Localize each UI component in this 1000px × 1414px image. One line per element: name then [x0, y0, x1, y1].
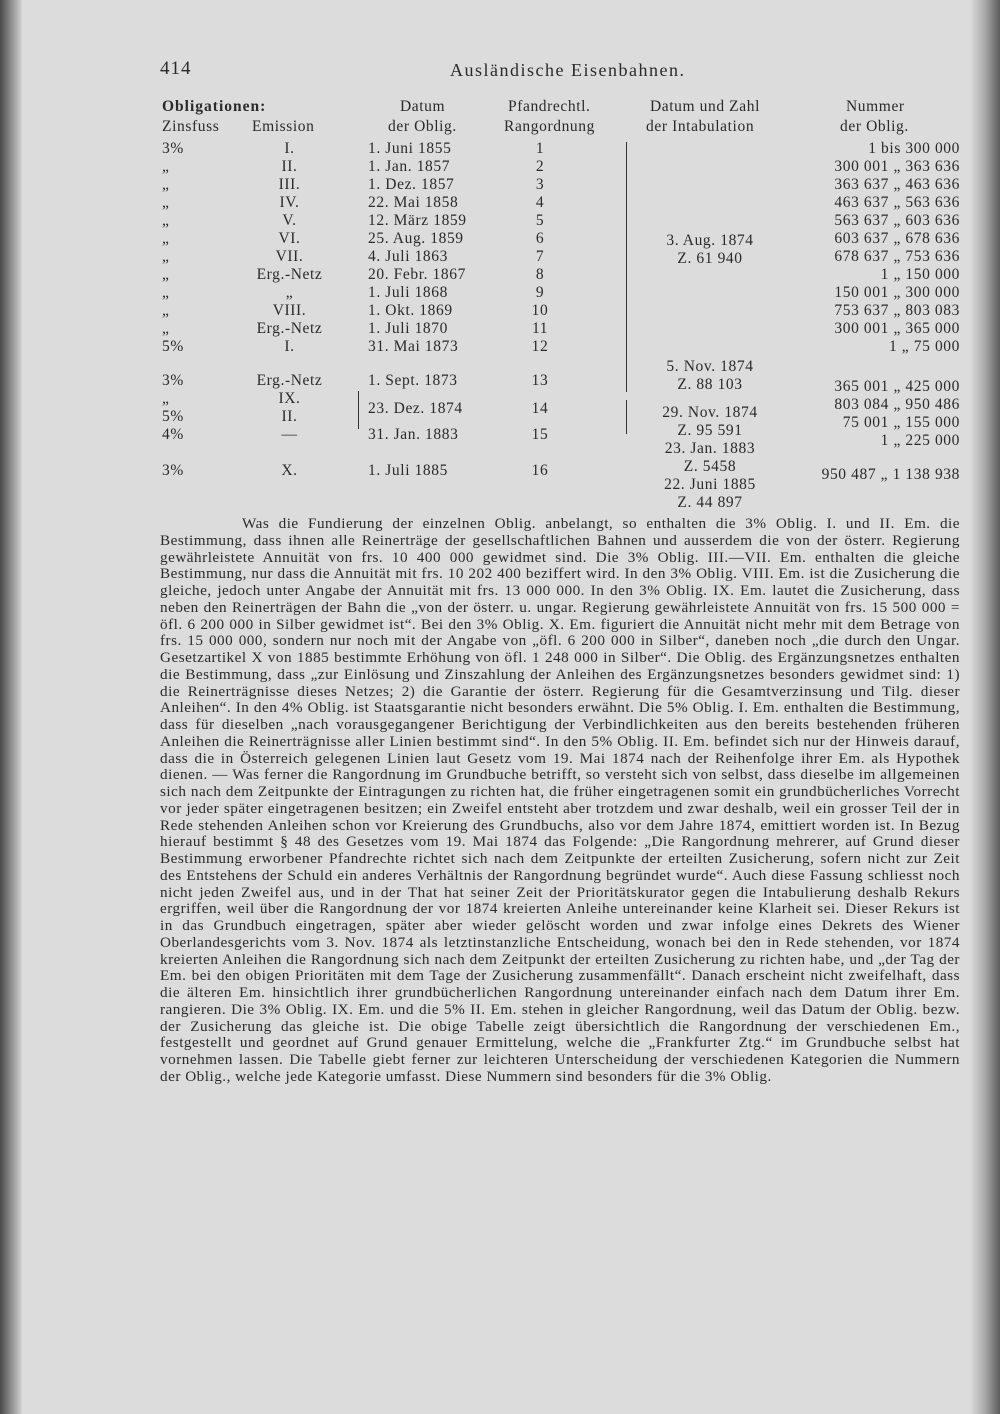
page [160, 46, 960, 1386]
cell-rang: 15 [531, 426, 549, 443]
cell-emission: Erg.-Netz [256, 266, 323, 283]
cell-rang: 4 [535, 194, 545, 211]
intabulation-date: 23. Jan. 1883 [664, 440, 756, 457]
cell-nummer: 678 637 „ 753 636 [834, 248, 960, 265]
cell-zinsfuss: 4% [162, 426, 184, 443]
cell-nummer: 950 487 „ 1 138 938 [821, 466, 960, 483]
cell-rang: 1 [535, 140, 545, 157]
brace-intabulation-3 [626, 400, 635, 434]
cell-nummer: 563 637 „ 603 636 [834, 212, 960, 229]
cell-zinsfuss: „ [162, 158, 170, 175]
brace-intabulation-1 [626, 142, 635, 356]
cell-rang: 7 [535, 248, 545, 265]
cell-emission: — [281, 426, 298, 443]
cell-emission: X. [281, 462, 298, 479]
intabulation-date: 29. Nov. 1874 [662, 404, 758, 421]
header-intabulation-line1: Datum und Zahl [650, 98, 760, 115]
cell-rang: 6 [535, 230, 545, 247]
cell-datum: 1. Okt. 1869 [368, 302, 453, 319]
intabulation-date: 5. Nov. 1874 [666, 358, 754, 375]
cell-zinsfuss: „ [162, 320, 170, 337]
cell-emission: II. [281, 408, 298, 425]
cell-nummer: 463 637 „ 563 636 [834, 194, 960, 211]
cell-emission: IV. [279, 194, 300, 211]
cell-datum: 20. Febr. 1867 [368, 266, 466, 283]
cell-datum: 1. Sept. 1873 [368, 372, 458, 389]
cell-nummer: 1 bis 300 000 [868, 140, 960, 157]
cell-zinsfuss: „ [162, 212, 170, 229]
running-title: Ausländische Eisenbahnen. [450, 60, 686, 80]
cell-rang: 10 [531, 302, 549, 319]
cell-datum: 4. Juli 1863 [368, 248, 448, 265]
cell-datum: 1. Juni 1855 [368, 140, 452, 157]
cell-rang: 16 [531, 462, 549, 479]
cell-rang: 5 [535, 212, 545, 229]
cell-nummer: 300 001 „ 363 636 [834, 158, 960, 175]
cell-datum: 31. Mai 1873 [368, 338, 459, 355]
brace-datum-shared [358, 391, 367, 429]
section-title: Obligationen: [162, 98, 267, 115]
page-number: 414 [160, 58, 192, 79]
cell-zinsfuss: „ [162, 266, 170, 283]
cell-rang: 13 [531, 372, 549, 389]
cell-nummer: 603 637 „ 678 636 [834, 230, 960, 247]
intabulation-date: 3. Aug. 1874 [666, 232, 754, 249]
cell-datum: 1. Juli 1885 [368, 462, 448, 479]
cell-zinsfuss: „ [162, 194, 170, 211]
intabulation-number: Z. 5458 [683, 458, 737, 475]
cell-rang: 3 [535, 176, 545, 193]
cell-datum: 25. Aug. 1859 [368, 230, 464, 247]
brace-intabulation-2 [626, 354, 635, 392]
header-nummer-line1: Nummer [846, 98, 905, 115]
header-datum-line2: der Oblig. [388, 118, 457, 135]
cell-datum: 23. Dez. 1874 [368, 400, 463, 417]
intabulation-number: Z. 44 897 [677, 494, 743, 511]
header-intabulation-line2: der Intabulation [646, 118, 755, 135]
cell-rang: 2 [535, 158, 545, 175]
cell-nummer: 300 001 „ 365 000 [834, 320, 960, 337]
cell-rang: 8 [535, 266, 545, 283]
intabulation-number: Z. 88 103 [677, 376, 743, 393]
cell-nummer: 75 001 „ 155 000 [842, 414, 960, 431]
cell-rang: 11 [531, 320, 549, 337]
cell-emission: I. [284, 338, 295, 355]
cell-emission: III. [278, 176, 301, 193]
intabulation-number: Z. 61 940 [677, 250, 743, 267]
cell-zinsfuss: 5% [162, 338, 184, 355]
cell-emission: Erg.-Netz [256, 320, 323, 337]
cell-zinsfuss: 3% [162, 372, 184, 389]
cell-emission: VI. [278, 230, 301, 247]
header-zinsfuss: Zinsfuss [162, 118, 220, 135]
obligations-table [160, 98, 960, 558]
cell-datum: 1. Juli 1868 [368, 284, 448, 301]
cell-zinsfuss: „ [162, 284, 170, 301]
intabulation-date: 22. Juni 1885 [664, 476, 756, 493]
cell-zinsfuss: „ [162, 390, 170, 407]
cell-datum: 12. März 1859 [368, 212, 467, 229]
cell-nummer: 1 „ 225 000 [880, 432, 960, 449]
cell-emission: II. [281, 158, 298, 175]
cell-emission: VIII. [272, 302, 307, 319]
cell-emission: IX. [278, 390, 301, 407]
cell-datum: 1. Jan. 1857 [368, 158, 451, 175]
cell-emission: „ [285, 284, 294, 301]
cell-emission: I. [284, 140, 295, 157]
header-nummer-line2: der Oblig. [840, 118, 909, 135]
intabulation-number: Z. 95 591 [677, 422, 743, 439]
cell-nummer: 1 „ 150 000 [880, 266, 960, 283]
page-header [160, 52, 960, 82]
cell-datum: 31. Jan. 1883 [368, 426, 459, 443]
cell-rang: 9 [535, 284, 545, 301]
cell-datum: 1. Juli 1870 [368, 320, 448, 337]
body-text [160, 516, 960, 1086]
scan-edge-left [0, 0, 22, 1414]
paragraph: Was die Fundierung der einzelnen Oblig. anbelangt, so enthalten die 3% Oblig. I. und II. Em. die Bestimmung, dass ihnen alle Reinerträge der gesellschaftlichen Bahnen und ausserdem die von der österr. Regierung gewährleistete Annuität von frs. 10 400 000 gewidmet sind. Die 3% Oblig. III.—VII. Em. enthalten die gleiche Bestimmung, nur dass die Annuität mit frs. 10 202 400 beziffert wird. In den 3% Oblig. VIII. Em. ist die Zusicherung die gleiche, jedoch unter Angabe der Annuität mit frs. 13 000 000. In den 3% Oblig. IX. Em. lautet die Zusicherung, dass neben den Reinerträgen der Bahn die „von der österr. u. ungar. Regierung gewährleistete Annuität von frs. 15 500 000 = öfl. 6 200 000 in Silber gewidmet ist“. Bei den 3% Oblig. X. Em. figuriert die Annuität nicht mehr mit dem Betrage von frs. 15 000 000, sondern nur noch mit der Angabe von „öfl. 6 200 000 in Silber“, daneben noch „die durch den Ungar. Gesetzartikel X von 1885 bestimmte Erhöhung von öfl. 1 248 000 in Silber“. Die Oblig. des Ergänzungsnetzes enthalten die Bestimmung, dass „zur Einlösung und Zinszahlung der Anleihen des Ergänzungsnetzes besonders gewidmet sind: 1) die Reinerträgnisse dieses Netzes; 2) die Garantie der österr. Regierung für die Gesamtverzinsung und Tilg. dieser Anleihen“. In den 4% Oblig. ist Staatsgarantie nicht besonders erwähnt. Die 5% Oblig. I. Em. enthalten die Bestimmung, dass für dieselben „nach vorausgegangener Berichtigung der Verbindlichkeiten aus den bereits bestehenden früheren Anleihen die Reinerträgnisse aller Linien bestimmt sind“. In den 5% Oblig. II. Em. befindet sich nur der Hinweis darauf, dass die in Österreich gelegenen Linien laut Gesetz vom 19. Mai 1874 nach der Reihenfolge ihrer Em. als Hypothek dienen. — Was ferner die Rangordnung im Grundbuche betrifft, so versteht sich von selbst, dass dieselbe im allgemeinen sich nach dem Zeitpunkte der Eintragungen zu richten hat, die früher eingetragenen somit ein grundbücherliches Vorrecht vor jeder später eingetragenen besitzen; ein Zweifel entsteht aber trotzdem und zwar deshalb, weil ein grosser Teil der in Rede stehenden Anleihen schon vor Kreierung des Grundbuchs, also vor dem Jahre 1874, emittiert worden ist. In Bezug hierauf bestimmt § 48 des Gesetzes vom 19. Mai 1874 das Folgende: „Die Rangordnung mehrerer, auf Grund dieser Bestimmung erworbener Pfandrechte richtet sich nach dem Zeitpunkte der erteilten Zusicherung, sofern nicht zur Zeit des Entstehens der Schuld ein anderes Verhältnis der Rangordnung begründet wurde“. Auch diese Fassung schliesst noch nicht jeden Zweifel aus, und in der That hat seiner Zeit der Prioritätskurator gegen die Intabulierung deshalb Rekurs ergriffen, weil über die Rangordnung der vor 1874 kreierten Anleihe untereinander keine Klarheit sei. Dieser Rekurs ist in das Grundbuch eingetragen, später aber wieder gelöscht worden und zwar infolge eines Dekrets des Wiener Oberlandesgerichts vom 3. Nov. 1874 als letztinstanzliche Entscheidung, wonach bei den in Rede stehenden, vor 1874 kreierten Anleihen die Rangordnung sich nach dem Zeitpunkt der erteilten Zusicherung zu richten habe, und „der Tag der Em. bei den obigen Prioritäten mit dem Tage der Zusicherung zusammenfällt“. Danach erscheint nicht zweifelhaft, dass die älteren Em. hinsichtlich ihrer grundbücherlichen Rangordnung untereinander einfach nach dem Datum ihrer Em. rangieren. Die 3% Oblig. IX. Em. und die 5% II. Em. stehen in gleicher Rangordnung, weil das Datum der Oblig. bezw. der Zusicherung das gleiche ist. Die obige Tabelle zeigt übersichtlich die Rangordnung der verschiedenen Em., festgestellt und geordnet auf Grund genauer Ermittelung, welche die „Frankfurter Ztg.“ im Grundbuche selbst hat vornehmen lassen. Die Tabelle giebt ferner zur leichteren Unterscheidung der verschiedenen Kategorien die Nummern der Oblig., welche jede Kategorie umfasst. Diese Nummern sind besonders für die 3% Oblig. [160, 515, 960, 1085]
cell-zinsfuss: 3% [162, 462, 184, 479]
cell-nummer: 150 001 „ 300 000 [834, 284, 960, 301]
cell-nummer: 1 „ 75 000 [888, 338, 960, 355]
cell-zinsfuss: 3% [162, 140, 184, 157]
cell-nummer: 803 084 „ 950 486 [834, 396, 960, 413]
cell-rang: 12 [531, 338, 549, 355]
cell-zinsfuss: „ [162, 248, 170, 265]
cell-zinsfuss: „ [162, 176, 170, 193]
cell-datum: 22. Mai 1858 [368, 194, 459, 211]
cell-nummer: 363 637 „ 463 636 [834, 176, 960, 193]
header-pfandrecht-line1: Pfandrechtl. [508, 98, 591, 115]
cell-nummer: 365 001 „ 425 000 [834, 378, 960, 395]
cell-zinsfuss: „ [162, 230, 170, 247]
cell-nummer: 753 637 „ 803 083 [834, 302, 960, 319]
cell-datum: 1. Dez. 1857 [368, 176, 455, 193]
header-datum-line1: Datum [400, 98, 446, 115]
header-emission: Emission [252, 118, 315, 135]
cell-zinsfuss: 5% [162, 408, 184, 425]
cell-emission: VII. [275, 248, 304, 265]
cell-rang: 14 [531, 400, 549, 417]
scan-edge-right [970, 0, 1000, 1414]
cell-emission: Erg.-Netz [256, 372, 323, 389]
header-pfandrecht-line2: Rangordnung [504, 118, 595, 135]
cell-emission: V. [282, 212, 297, 229]
cell-zinsfuss: „ [162, 302, 170, 319]
